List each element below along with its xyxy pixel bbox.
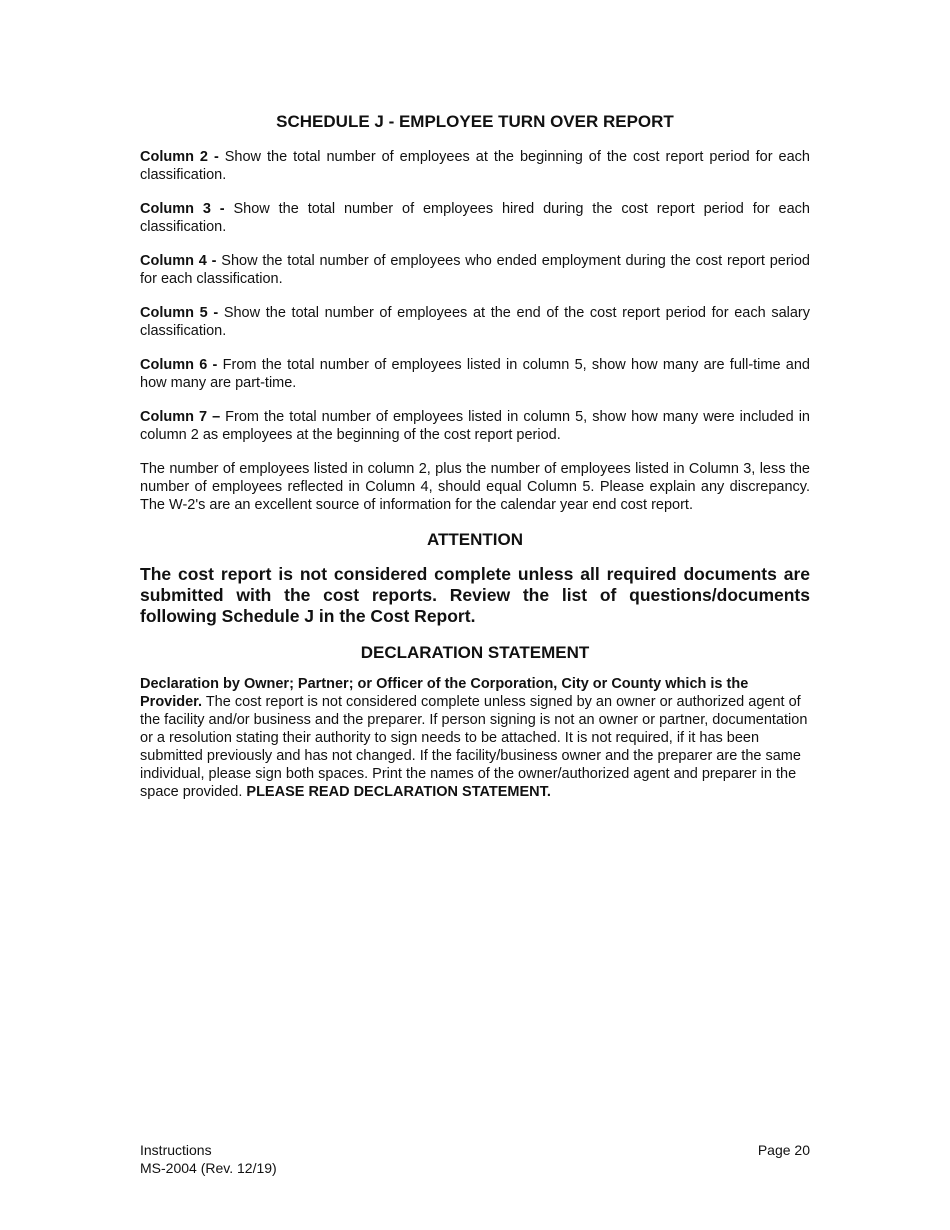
column-text: Show the total number of employees hired during the cost report period for each classification. [140,201,810,235]
document-body [140,112,810,801]
page-number: Page 20 [757,1142,810,1158]
column-text: Show the total number of employees at the beginning of the cost report period for each classification. [140,149,810,183]
column-text: Show the total number of employees at the end of the cost report period for each salary classification. [140,305,810,339]
column-label: Column 7 – [140,409,221,425]
column-label: Column 6 - [140,357,218,373]
page-title: SCHEDULE J - EMPLOYEE TURN OVER REPORT [276,112,674,131]
column-label: Column 5 - [140,305,219,321]
column-3-instruction [140,200,810,236]
footer-instructions: Instructions [140,1142,212,1158]
footer-left [140,1141,277,1177]
column-4-instruction [140,252,810,288]
column-6-instruction [140,356,810,392]
column-2-instruction [140,148,810,184]
column-5-instruction [140,304,810,340]
footer-form-number: MS-2004 (Rev. 12/19) [140,1160,277,1176]
column-text: Show the total number of employees who ended employment during the cost report period for each classification. [140,253,810,287]
summary-paragraph: The number of employees listed in column 2, plus the number of employees listed in Column 3, less the number of employees reflected in Column 4, should equal Column 5. Please explain any discrepancy. The W-2's are an excellent source of information for the calendar year end cost report. [140,461,810,513]
column-text: From the total number of employees listed in column 5, show how many are full-time and how many are part-time. [140,357,810,391]
attention-text: The cost report is not considered complete unless all required documents are submitted with the cost reports. Review the list of questions/documents following Schedule J in the Cost Report. [140,564,810,626]
attention-heading: ATTENTION [426,530,523,549]
declaration-paragraph [140,675,810,801]
column-label: Column 3 - [140,201,225,217]
column-label: Column 2 - [140,149,219,165]
column-label: Column 4 - [140,253,217,269]
declaration-body: The cost report is not considered complete unless signed by an owner or authorized agent of the facility and/or business and the preparer. If person signing is not an owner or partner, documentation or a resolution stating their authority to sign needs to be attached. It is not required, if it has been submitted previously and has not changed. If the facility/business owner and the preparer are the same individual, please sign both spaces. Print the names of the owner/authorized agent and preparer in the space provided. [140,694,808,800]
column-text: From the total number of employees listed in column 5, show how many were included in column 2 as employees at the beginning of the cost report period. [140,409,810,443]
column-7-instruction [140,408,810,444]
declaration-lead: Declaration by Owner; Partner; or Officer of the Corporation, City or County which is the Provider. [140,676,749,710]
declaration-heading: DECLARATION STATEMENT [360,643,590,662]
declaration-trailing: PLEASE READ DECLARATION STATEMENT. [246,784,551,800]
